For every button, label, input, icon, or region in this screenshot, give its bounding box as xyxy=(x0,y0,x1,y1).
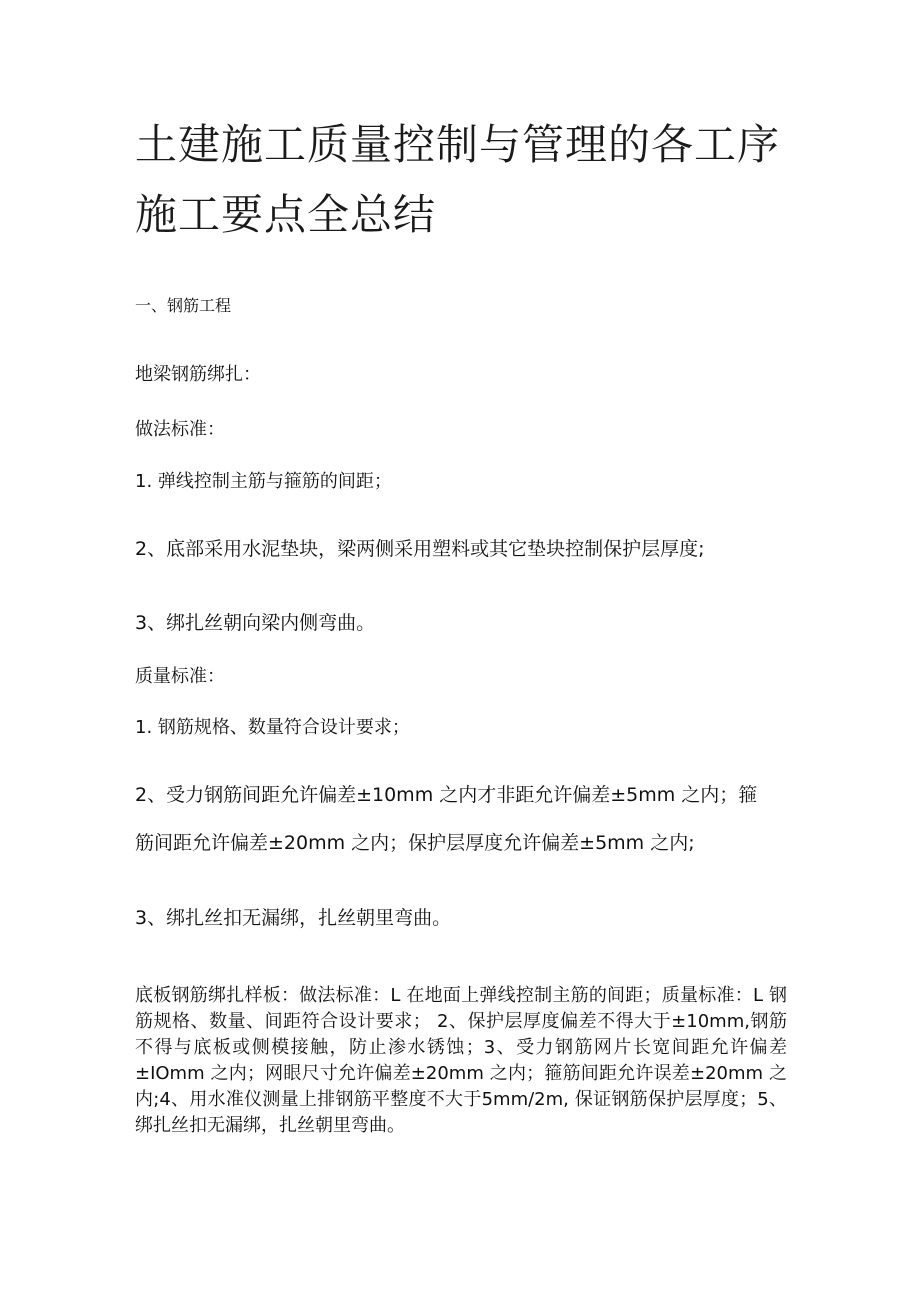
quality-item-1: 1. 钢筋规格、数量符合设计要求； xyxy=(135,717,410,738)
document-title-line-1: 土建施工质量控制与管理的各工序 xyxy=(135,120,781,169)
section-heading: 一、钢筋工程 xyxy=(135,296,232,315)
method-item-1: 1. 弹线控制主筋与箍筋的间距； xyxy=(135,471,392,492)
method-label: 做法标准： xyxy=(135,419,225,440)
subsection-heading: 地梁钢筋绑扎： xyxy=(135,364,261,385)
quality-item-3: 3、绑扎丝扣无漏绑，扎丝朝里弯曲。 xyxy=(135,907,452,929)
quality-label: 质量标准： xyxy=(135,666,225,687)
method-item-2: 2、底部采用水泥垫块，梁两侧采用塑料或其它垫块控制保护层厚度; xyxy=(135,538,705,560)
document-title-line-2: 施工要点全总结 xyxy=(135,190,437,239)
quality-item-2: 2、受力钢筋间距允许偏差±10mm 之内才非距允许偏差±5mm 之内；箍 xyxy=(135,784,758,806)
method-item-3: 3、绑扎丝朝向梁内侧弯曲。 xyxy=(135,612,376,634)
quality-item-2-continued: 筋间距允许偏差±20mm 之内；保护层厚度允许偏差±5mm 之内; xyxy=(135,832,695,854)
slab-rebar-paragraph: 底板钢筋绑扎样板：做法标准：L 在地面上弹线控制主筋的间距；质量标准：L 钢筋规格、数量、间距符合设计要求； 2、保护层厚度偏差不得大于±10mm,钢筋不得与底板或侧模接触，防止渗水锈蚀；3、受力钢筋网片长宽间距允许偏差±IOmm 之内；网眼尺寸允许偏差±20mm 之内；箍筋间距允许误差±20mm 之内;4、用水准仪测量上排钢筋平整度不大于5mm/2m, 保证钢筋保护层厚度；5、绑扎丝扣无漏绑，扎丝朝里弯曲。 xyxy=(135,985,787,1136)
